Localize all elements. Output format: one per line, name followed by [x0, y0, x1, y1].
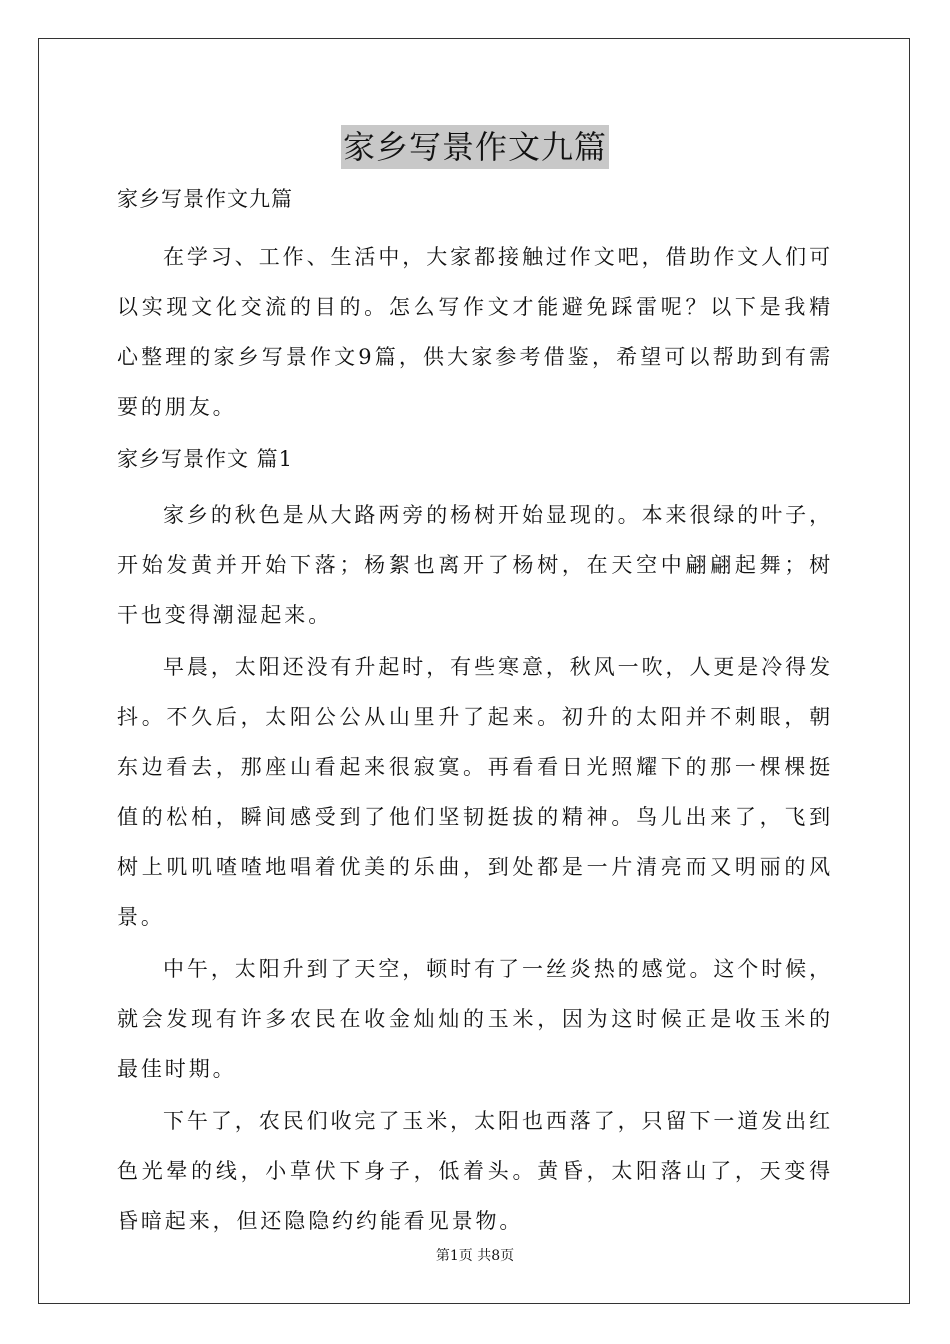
title-wrap	[0, 125, 950, 169]
document-body	[117, 180, 833, 1248]
section-heading: 家乡写景作文 篇1	[117, 447, 294, 471]
intro-paragraph: 在学习、工作、生活中，大家都接触过作文吧，借助作文人们可以实现文化交流的目的。怎么写作文才能避免踩雷呢？以下是我精心整理的家乡写景作文9篇，供大家参考借鉴，希望可以帮助到有需要的朋友。	[117, 245, 833, 419]
page-footer: 第1页 共8页	[435, 1248, 515, 1264]
body-paragraph-4: 下午了，农民们收完了玉米，太阳也西落了，只留下一道发出红色光晕的线，小草伏下身子，低着头。黄昏，太阳落山了，天变得昏暗起来，但还隐隐约约能看见景物。	[117, 1109, 833, 1233]
body-paragraph-2: 早晨，太阳还没有升起时，有些寒意，秋风一吹，人更是冷得发抖。不久后，太阳公公从山里升了起来。初升的太阳并不刺眼，朝东边看去，那座山看起来很寂寞。再看看日光照耀下的那一棵棵挺值的松柏，瞬间感受到了他们坚韧挺拔的精神。鸟儿出来了，飞到树上叽叽喳喳地唱着优美的乐曲，到处都是一片清亮而又明丽的风景。	[117, 655, 833, 929]
document-subtitle: 家乡写景作文九篇	[117, 187, 293, 211]
document-title: 家乡写景作文九篇	[341, 125, 609, 169]
body-paragraph-3: 中午，太阳升到了天空，顿时有了一丝炎热的感觉。这个时候，就会发现有许多农民在收金灿灿的玉米，因为这时候正是收玉米的最佳时期。	[117, 957, 833, 1081]
body-paragraph-1: 家乡的秋色是从大路两旁的杨树开始显现的。本来很绿的叶子，开始发黄并开始下落；杨絮也离开了杨树，在天空中翩翩起舞；树干也变得潮湿起来。	[117, 503, 833, 627]
